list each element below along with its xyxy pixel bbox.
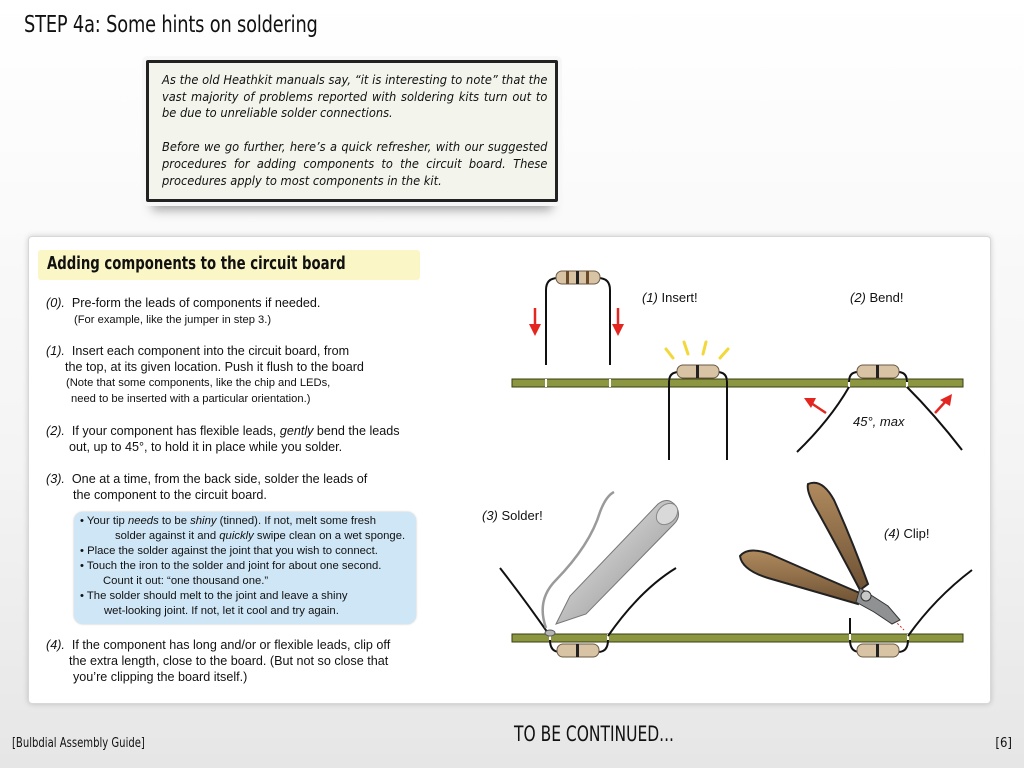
tip-3: • Touch the iron to the solder and joint for about one second. bbox=[80, 560, 382, 572]
page-title: STEP 4a: Some hints on soldering bbox=[24, 12, 318, 38]
solder-label: (3) Solder! bbox=[482, 508, 543, 523]
step-1-note-2: need to be inserted with a particular orientation.) bbox=[71, 393, 311, 405]
tip-3-cont: Count it out: “one thousand one.” bbox=[103, 575, 269, 587]
insert-label: (1) Insert! bbox=[642, 290, 698, 305]
continued-label: TO BE CONTINUED... bbox=[514, 722, 674, 746]
guide-name: [Bulbdial Assembly Guide] bbox=[12, 736, 145, 751]
tip-2: • Place the solder against the joint that you wish to connect. bbox=[80, 545, 378, 557]
tip-4-cont: wet-looking joint. If not, let it cool and try again. bbox=[104, 605, 339, 617]
clip-label: (4) Clip! bbox=[884, 526, 930, 541]
step-4: (4). If the component has long and/or or flexible leads, clip off bbox=[46, 638, 391, 652]
bend-label: (2) Bend! bbox=[850, 290, 904, 305]
tip-4: • The solder should melt to the joint and leave a shiny bbox=[80, 590, 348, 602]
step-0: (0). Pre-form the leads of components if needed. bbox=[46, 296, 321, 310]
step-2: (2). If your component has flexible leads, gently bend the leads bbox=[46, 424, 400, 438]
tip-1: • Your tip needs to be shiny (tinned). If not, melt some fresh bbox=[80, 515, 376, 527]
intro-paragraph-2: Before we go further, here’s a quick refresher, with our suggested procedures for adding components to the circuit board. These procedures apply to most components in the kit. bbox=[162, 140, 548, 188]
intro-note bbox=[146, 60, 558, 202]
step-1: (1). Insert each component into the circuit board, from bbox=[46, 344, 350, 358]
panel-title: Adding components to the circuit board bbox=[38, 250, 420, 280]
soldering-tips-box bbox=[74, 512, 416, 624]
step-1-line-2: the top, at its given location. Push it flush to the board bbox=[65, 360, 364, 374]
intro-paragraph-1: As the old Heathkit manuals say, “it is interesting to note” that the vast majority of problems reported with soldering kits turn out to be due to unreliable solder connections. bbox=[162, 73, 548, 121]
step-3-line-2: the component to the circuit board. bbox=[73, 488, 267, 502]
tip-1-cont: solder against it and quickly swipe clean on a wet sponge. bbox=[115, 530, 406, 542]
step-4-line-3: you’re clipping the board itself.) bbox=[73, 670, 248, 684]
step-4-line-2: the extra length, close to the board. (But not so close that bbox=[69, 654, 389, 668]
step-0-note: (For example, like the jumper in step 3.) bbox=[74, 314, 272, 326]
step-2-line-2: out, up to 45°, to hold it in place while you solder. bbox=[69, 440, 343, 454]
angle-label: 45°, max bbox=[853, 414, 905, 429]
step-3: (3). One at a time, from the back side, solder the leads of bbox=[46, 472, 368, 486]
page-number: [6] bbox=[995, 736, 1012, 751]
step-1-note-1: (Note that some components, like the chip and LEDs, bbox=[66, 377, 331, 389]
